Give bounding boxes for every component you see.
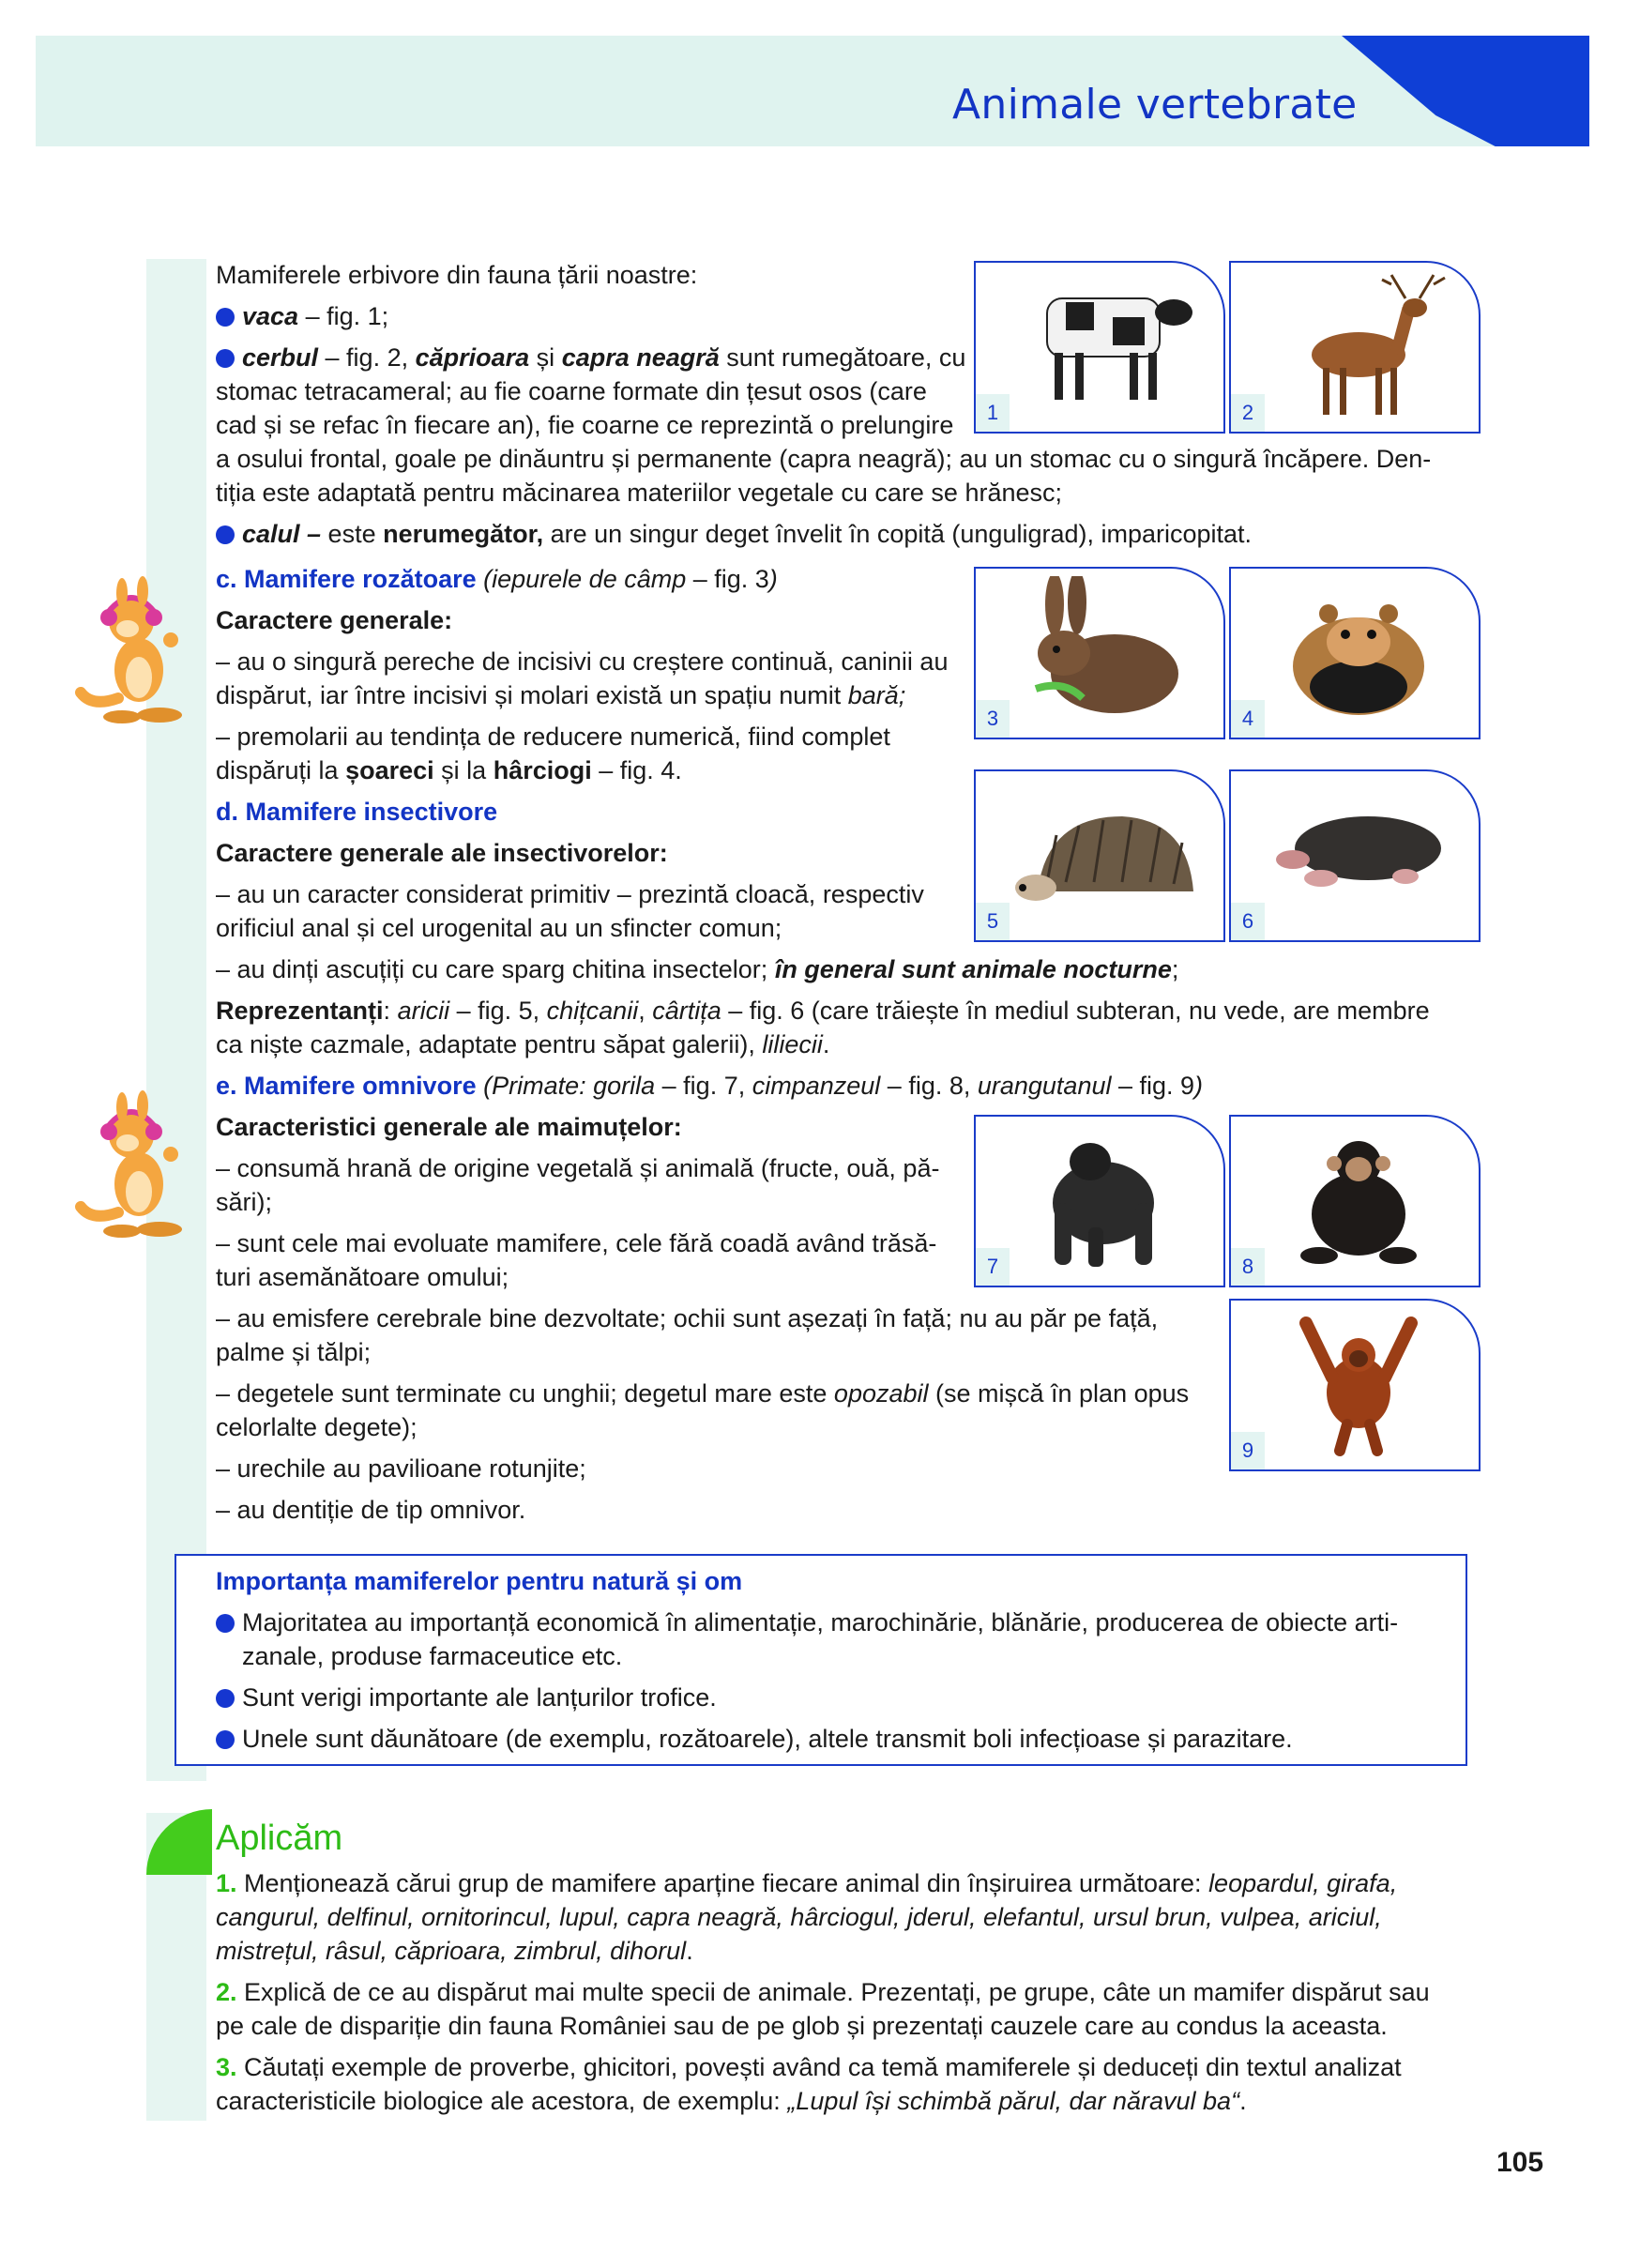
figure-orangutan — [1229, 1299, 1481, 1471]
figure-cow — [974, 261, 1225, 434]
cow-photo — [1010, 270, 1216, 420]
chimpanzee-photo — [1265, 1124, 1471, 1274]
hamster-photo — [1265, 576, 1471, 726]
bullet-icon — [216, 1614, 235, 1633]
text-line: orificiul anal și cel urogenital au un sfincter comun; — [216, 914, 782, 942]
exercise-3: 3. Căutați exemple de proverbe, ghicitori, povești având ca temă mamiferele și deduceți din textul analizat — [216, 2053, 1402, 2081]
text-line: dispăruți la șoareci și la hârciogi – fig. 4. — [216, 756, 682, 784]
text-line: – degetele sunt terminate cu unghii; degetul mare este opozabil (se mișcă în plan opus — [216, 1379, 1190, 1408]
figure-mole — [1229, 769, 1481, 942]
figure-number: 6 — [1231, 903, 1265, 940]
kangaroo-mascot-icon — [73, 1081, 195, 1241]
text-line: stomac tetracameral; au fie coarne formate din țesut osos (care — [216, 377, 927, 405]
text-line: celorlalte degete); — [216, 1413, 418, 1441]
text-line: cad și se refac în fiecare an), fie coarne ce reprezintă o prelungire — [216, 411, 954, 439]
importance-item: Unele sunt dăunătoare (de exemplu, rozătoarele), altele transmit boli infecțioase și parazitare. — [216, 1723, 1293, 1756]
figure-number: 3 — [976, 700, 1010, 738]
section-c-heading: c. Mamifere rozătoare (iepurele de câmp – fig. 3) — [216, 565, 778, 593]
exercise-2: 2. Explică de ce au dispărut mai multe specii de animale. Prezentați, pe grupe, câte un mamifer dispărut sau — [216, 1978, 1430, 2006]
section-e-heading: e. Mamifere omnivore (Primate: gorila – fig. 7, cimpanzeul – fig. 8, urangutanul – fig. 9) — [216, 1072, 1204, 1100]
exercise-1: 1. Menționează cărui grup de mamifere aparține fiecare animal din înșiruirea următoare: leopardul, girafa, — [216, 1869, 1398, 1897]
kangaroo-mascot-icon — [73, 567, 195, 726]
text-line: Reprezentanți: aricii – fig. 5, chițcanii, cârtița – fig. 6 (care trăiește în mediul subteran, nu vede, are membre — [216, 997, 1430, 1025]
figure-number: 4 — [1231, 700, 1265, 738]
text-line: – urechile au pavilioane rotunjite; — [216, 1454, 586, 1483]
page-number: 105 — [1496, 2147, 1544, 2178]
bullet-icon — [216, 1730, 235, 1749]
deer-photo — [1265, 270, 1471, 420]
text-line: – sunt cele mai evoluate mamifere, cele fără coadă având trăsă- — [216, 1229, 937, 1257]
importance-item: Majoritatea au importanță economică în alimentație, marochinărie, blănărie, producerea de obiecte arti- — [216, 1606, 1398, 1639]
figure-hamster — [1229, 567, 1481, 739]
mole-photo — [1265, 779, 1471, 929]
side-band — [146, 259, 206, 1781]
subheading: Caractere generale ale insectivorelor: — [216, 839, 668, 867]
figure-number: 5 — [976, 903, 1010, 940]
text-line: palme și tălpi; — [216, 1338, 372, 1366]
importance-title: Importanța mamiferelor pentru natură și om — [216, 1567, 743, 1595]
subheading: Caractere generale: — [216, 606, 453, 634]
text-line: zanale, produse farmaceutice etc. — [242, 1642, 623, 1670]
section-d-heading: d. Mamifere insectivore — [216, 798, 498, 826]
aplicam-title: Aplicăm — [216, 1819, 343, 1858]
bullet-icon — [216, 308, 235, 327]
text-line: – au dinți ascuțiți cu care sparg chitina insectelor; în general sunt animale nocturne; — [216, 955, 1179, 983]
orangutan-photo — [1265, 1308, 1471, 1458]
bullet-icon — [216, 1689, 235, 1708]
text-line: – au un caracter considerat primitiv – prezintă cloacă, respectiv — [216, 880, 924, 908]
text-line: cangurul, delfinul, ornitorincul, lupul, capra neagră, hârciogul, jderul, elefantul, ursul brun, vulpea, ariciul, — [216, 1903, 1382, 1931]
text-line: dispărut, iar între incisivi și molari există un spațiu numit bară; — [216, 681, 906, 709]
text-line: – au emisfere cerebrale bine dezvoltate; ochii sunt așezați în față; nu au păr pe față, — [216, 1304, 1159, 1332]
figure-number: 2 — [1231, 394, 1265, 432]
importance-item: Sunt verigi importante ale lanțurilor trofice. — [216, 1682, 717, 1714]
figure-number: 7 — [976, 1248, 1010, 1286]
figure-number: 1 — [976, 394, 1010, 432]
figure-deer — [1229, 261, 1481, 434]
text-line: mistrețul, râsul, căprioara, zimbrul, dihorul. — [216, 1937, 693, 1965]
bullet-icon — [216, 525, 235, 544]
bullet-icon — [216, 349, 235, 368]
text-line: – au o singură pereche de incisivi cu creștere continuă, caninii au — [216, 647, 949, 676]
intro-text: Mamiferele erbivore din fauna țării noastre: — [216, 261, 698, 289]
text-line: sări); — [216, 1188, 272, 1216]
text-line: a osului frontal, goale pe dinăuntru și permanente (capra neagră); au un stomac cu o singură încăpere. Den- — [216, 445, 1432, 473]
bullet-calul: calul – este nerumegător, are un singur deget învelit în copită (unguligrad), imparicopitat. — [216, 518, 1252, 551]
text-line: tiția este adaptată pentru măcinarea materiilor vegetale cu care se hrănesc; — [216, 479, 1062, 507]
figure-number: 8 — [1231, 1248, 1265, 1286]
text-line: – premolarii au tendința de reducere numerică, fiind complet — [216, 723, 890, 751]
hedgehog-photo — [1010, 779, 1216, 929]
figure-rabbit — [974, 567, 1225, 739]
text-line: ca niște cazmale, adaptate pentru săpat galerii), liliecii. — [216, 1030, 830, 1058]
text-line: pe cale de dispariție din fauna României sau de pe glob și prezentați cauzele care au condus la aceasta. — [216, 2012, 1388, 2040]
text-line: caracteristicile biologice ale acestora, de exemplu: „Lupul își schimbă părul, dar năravul ba“. — [216, 2087, 1247, 2115]
subheading: Caracteristici generale ale maimuțelor: — [216, 1113, 682, 1141]
rabbit-photo — [1010, 576, 1216, 726]
figure-chimpanzee — [1229, 1115, 1481, 1287]
bullet-vaca: vaca – fig. 1; — [216, 300, 388, 333]
bullet-cerbul: cerbul – fig. 2, căprioara și capra neagră sunt rumegătoare, cu — [216, 342, 965, 374]
figure-gorilla — [974, 1115, 1225, 1287]
text-line: – consumă hrană de origine vegetală și animală (fructe, ouă, pă- — [216, 1154, 940, 1182]
gorilla-photo — [1010, 1124, 1216, 1274]
figure-number: 9 — [1231, 1432, 1265, 1469]
text-line: – au dentiție de tip omnivor. — [216, 1496, 526, 1524]
chapter-title: Animale vertebrate — [952, 81, 1358, 129]
figure-hedgehog — [974, 769, 1225, 942]
text-line: turi asemănătoare omului; — [216, 1263, 509, 1291]
